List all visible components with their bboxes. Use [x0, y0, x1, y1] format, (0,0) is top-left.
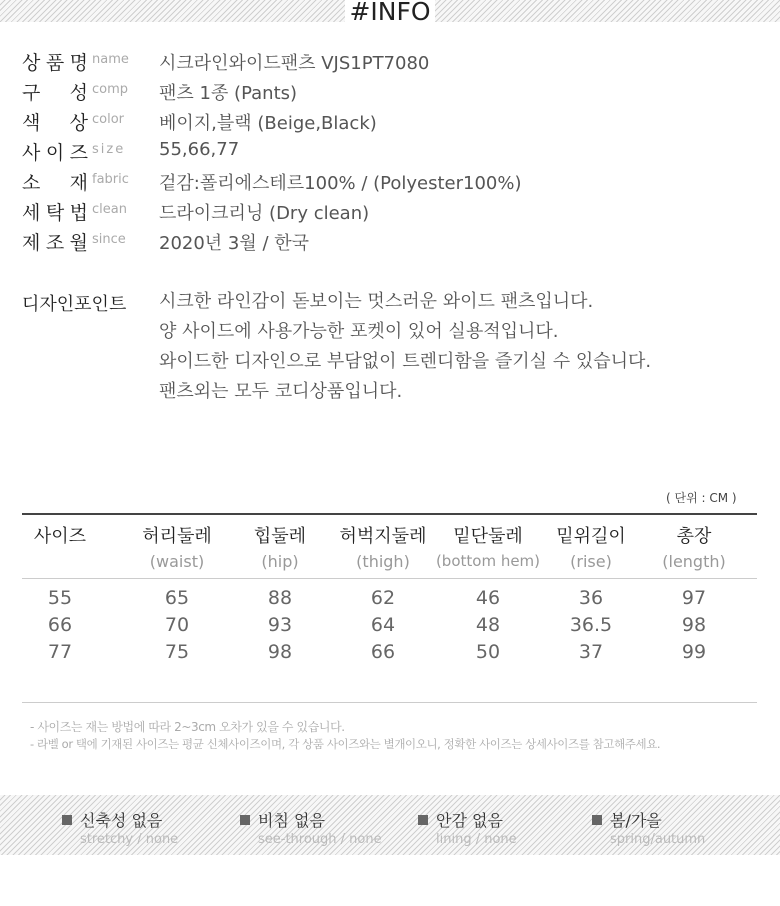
- feature-label-en: stretchy / none: [80, 832, 179, 847]
- table-cell: 55: [47, 587, 73, 609]
- info-key-en: comp: [92, 82, 129, 97]
- design-line: 시크한 라인감이 돋보이는 멋스러운 와이드 팬츠입니다.: [159, 291, 594, 312]
- table-cell: 50: [475, 641, 501, 663]
- info-value: 겉감:폴리에스테르100% / (Polyester100%): [159, 173, 522, 194]
- column-label: 사이즈: [33, 526, 87, 547]
- feature-see-through: [240, 808, 382, 847]
- feature-label: 비침 없음: [258, 811, 325, 830]
- design-line: 양 사이드에 사용가능한 포켓이 있어 실용적입니다.: [159, 321, 559, 342]
- table-cell: 77: [47, 641, 73, 663]
- column-label: 힙둘레: [253, 526, 307, 547]
- table-cell: 70: [164, 614, 190, 636]
- feature-label: 봄/가을: [610, 811, 662, 830]
- info-value: 드라이크리닝 (Dry clean): [159, 203, 370, 224]
- info-value: 55,66,77: [159, 139, 240, 160]
- table-cell: 98: [681, 614, 707, 636]
- column-label-en: (waist): [149, 552, 205, 571]
- info-row-color: [22, 108, 762, 138]
- info-value: 팬츠 1종 (Pants): [159, 83, 298, 104]
- info-value: 2020년 3월 / 한국: [159, 233, 310, 254]
- column-label: 허벅지둘레: [339, 526, 427, 547]
- table-cell: 37: [578, 641, 604, 663]
- feature-stretch: [62, 808, 178, 847]
- table-cell: 93: [267, 614, 293, 636]
- table-cell: 98: [267, 641, 293, 663]
- table-cell: 65: [164, 587, 190, 609]
- table-cell: 64: [370, 614, 396, 636]
- design-point-text: [159, 290, 651, 410]
- design-line: 와이드한 디자인으로 부담없이 트렌디함을 즐기실 수 있습니다.: [159, 351, 652, 372]
- table-bottom-rule: [22, 702, 757, 703]
- info-row-comp: [22, 78, 762, 108]
- square-bullet-icon: [592, 815, 602, 825]
- feature-label-en: lining / none: [436, 832, 517, 847]
- table-cell: 75: [164, 641, 190, 663]
- info-key-en: since: [92, 232, 126, 247]
- info-row-name: [22, 48, 762, 78]
- table-header-divider: [22, 578, 757, 579]
- column-header-thigh: [329, 522, 437, 571]
- info-row-clean: [22, 198, 762, 228]
- info-value: 베이지,블랙 (Beige,Black): [159, 113, 377, 134]
- column-label: 밑단둘레: [453, 526, 523, 547]
- note-line: - 사이즈는 재는 방법에 따라 2~3cm 오차가 있을 수 있습니다.: [30, 720, 345, 734]
- table-cell: 48: [475, 614, 501, 636]
- column-label: 총장: [676, 526, 712, 547]
- table-cell: 97: [681, 587, 707, 609]
- feature-season: [592, 808, 705, 847]
- column-label-en: (bottom hem): [435, 552, 541, 570]
- column-header-bottom-hem: [428, 522, 548, 570]
- info-key: 상 품 명: [22, 52, 88, 74]
- info-key: 색 상: [22, 112, 88, 134]
- column-label: 밑위길이: [556, 526, 626, 547]
- info-key-en: color: [92, 112, 125, 127]
- feature-label-en: spring/autumn: [610, 832, 706, 847]
- table-cell: 66: [47, 614, 73, 636]
- column-label-en: (length): [662, 552, 726, 571]
- square-bullet-icon: [240, 815, 250, 825]
- square-bullet-icon: [418, 815, 428, 825]
- info-key: 제 조 월: [22, 232, 88, 254]
- info-key: 소 재: [22, 172, 88, 194]
- info-key-en: clean: [92, 202, 127, 217]
- unit-note: ( 단위 : CM ): [666, 491, 737, 505]
- info-key: 구 성: [22, 82, 88, 104]
- info-key: 사 이 즈: [22, 142, 88, 164]
- feature-label: 안감 없음: [436, 811, 503, 830]
- info-row-since: [22, 228, 762, 258]
- info-key-en: fabric: [92, 172, 129, 187]
- column-label-en: (hip): [261, 552, 299, 571]
- table-cell: 36.5: [569, 614, 613, 636]
- table-cell: 46: [475, 587, 501, 609]
- column-header-waist: [127, 522, 227, 571]
- feature-label-en: see-through / none: [258, 832, 382, 847]
- table-cell: 62: [370, 587, 396, 609]
- column-label-en: (thigh): [356, 552, 410, 571]
- table-top-rule: [22, 513, 757, 515]
- table-cell: 99: [681, 641, 707, 663]
- table-cell: 88: [267, 587, 293, 609]
- info-key: 세 탁 법: [22, 202, 88, 224]
- design-point-label: 디자인포인트: [22, 294, 127, 315]
- column-header-length: [649, 522, 739, 571]
- info-row-size: [22, 138, 762, 168]
- feature-lining: [418, 808, 517, 847]
- info-key-en: name: [92, 52, 129, 67]
- design-line: 팬츠외는 모두 코디상품입니다.: [159, 381, 403, 402]
- note-line: - 라벨 or 택에 기재된 사이즈는 평균 신체사이즈이며, 각 상품 사이즈와는 별개이오니, 정확한 사이즈는 상세사이즈를 참고해주세요.: [30, 737, 661, 751]
- column-label: 허리둘레: [142, 526, 212, 547]
- info-row-fabric: [22, 168, 762, 198]
- info-value: 시크라인와이드팬츠 VJS1PT7080: [159, 53, 430, 74]
- square-bullet-icon: [62, 815, 72, 825]
- feature-label: 신축성 없음: [80, 811, 163, 830]
- page-title: #INFO: [0, 0, 780, 24]
- table-cell: 36: [578, 587, 604, 609]
- column-label-en: (rise): [570, 552, 612, 571]
- info-key-en: size: [92, 142, 126, 157]
- column-header-rise: [546, 522, 636, 571]
- column-header-hip: [235, 522, 325, 571]
- size-notes: [30, 718, 660, 754]
- table-cell: 66: [370, 641, 396, 663]
- column-header-size: [22, 522, 98, 548]
